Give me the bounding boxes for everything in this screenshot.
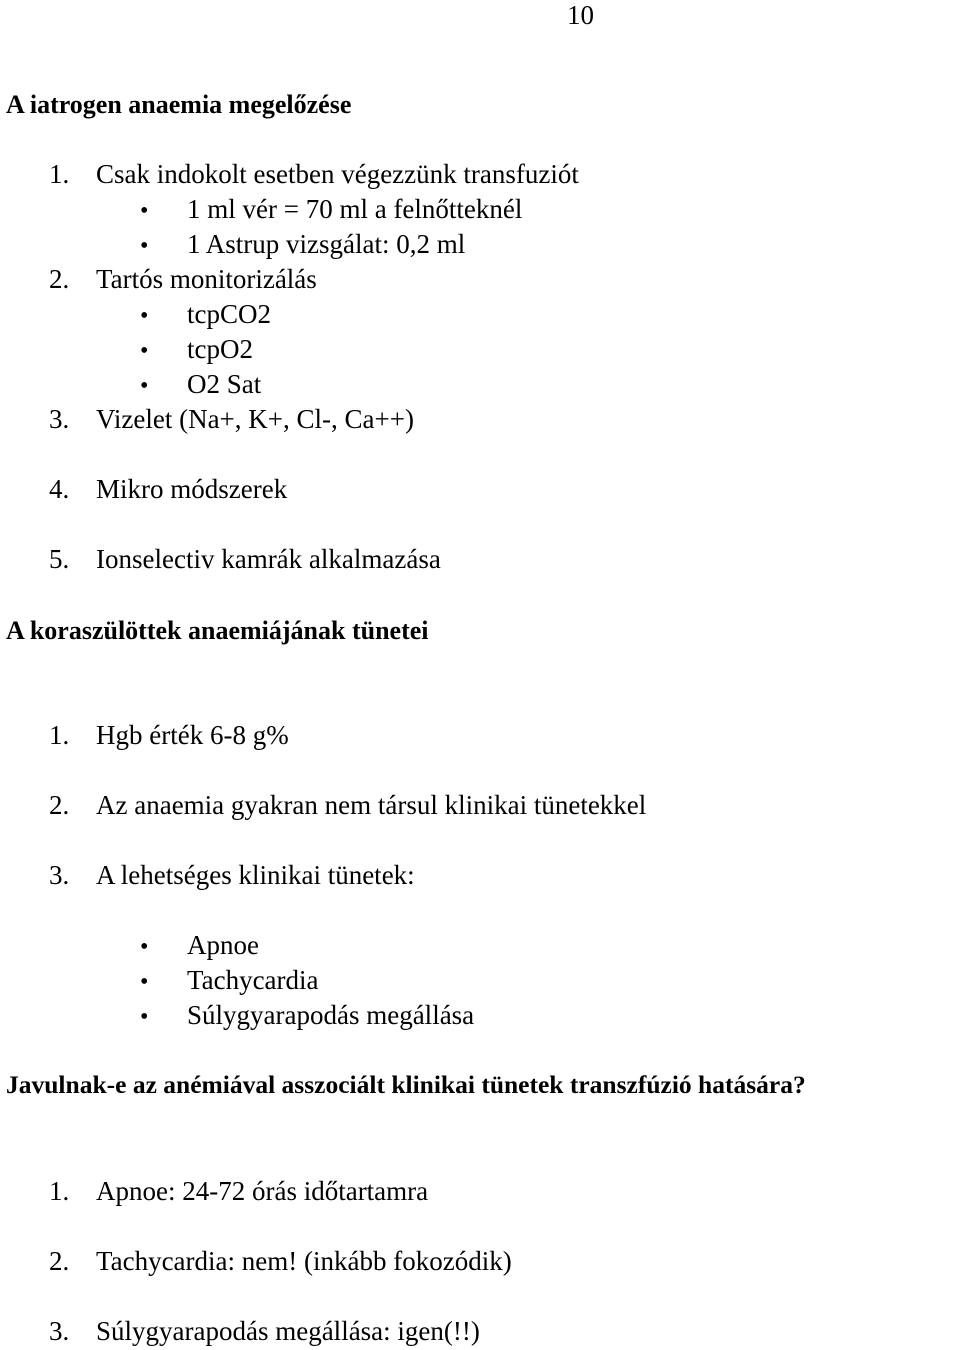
list-item-text: Apnoe: 24-72 órás időtartamra: [96, 1176, 429, 1206]
list-item-text: Hgb érték 6-8 g%: [96, 720, 289, 750]
list-item-text: Tartós monitorizálás: [96, 264, 317, 294]
bullet-item: [140, 297, 271, 333]
list-item-number: 2.: [49, 264, 70, 294]
list-item-text: Mikro módszerek: [96, 474, 288, 504]
bullet-item: [140, 192, 522, 228]
list-item: [49, 402, 414, 436]
list-item-number: 2.: [49, 1246, 70, 1276]
section-heading-iatrogen-anaemia: A iatrogen anaemia megelőzése: [6, 90, 352, 119]
list-item: [49, 1244, 512, 1278]
bullet-text: Súlygyarapodás megállása: [187, 1000, 475, 1030]
list-item: [49, 858, 415, 892]
list-item: [49, 1174, 428, 1208]
list-item: [49, 157, 579, 191]
bullet-icon: •: [140, 969, 149, 995]
list-item-text: Súlygyarapodás megállása: igen(!!): [96, 1316, 480, 1346]
bullet-text: O2 Sat: [187, 369, 262, 399]
bullet-item: [140, 963, 319, 999]
list-item-text: Ionselectiv kamrák alkalmazása: [96, 544, 441, 574]
list-item-number: 2.: [49, 790, 70, 820]
section-heading-preterm-anaemia-symptoms: A koraszülöttek anaemiájának tünetei: [6, 616, 429, 645]
list-item-number: 3.: [49, 404, 70, 434]
bullet-icon: •: [140, 233, 149, 259]
list-item-text: Az anaemia gyakran nem társul klinikai tünetekkel: [96, 790, 647, 820]
bullet-text: 1 ml vér = 70 ml a felnőtteknél: [187, 194, 523, 224]
bullet-icon: •: [140, 1004, 149, 1030]
bullet-icon: •: [140, 198, 149, 224]
list-item-text: Vizelet (Na+, K+, Cl-, Ca++): [96, 404, 414, 434]
bullet-icon: •: [140, 934, 149, 960]
list-item-text: A lehetséges klinikai tünetek:: [96, 860, 415, 890]
list-item-number: 1.: [49, 159, 70, 189]
list-item-number: 1.: [49, 1176, 70, 1206]
bullet-item: [140, 367, 261, 403]
list-item: [49, 472, 287, 506]
bullet-text: tcpO2: [187, 334, 253, 364]
bullet-icon: •: [140, 338, 149, 364]
bullet-text: Tachycardia: [187, 965, 319, 995]
list-item-text: Csak indokolt esetben végezzünk transfuziót: [96, 159, 579, 189]
list-item-number: 5.: [49, 544, 70, 574]
bullet-item: [140, 928, 259, 964]
bullet-text: 1 Astrup vizsgálat: 0,2 ml: [187, 229, 466, 259]
list-item: [49, 542, 441, 576]
list-item-number: 3.: [49, 1316, 70, 1346]
list-item: [49, 262, 317, 296]
list-item: [49, 1314, 480, 1348]
bullet-item: [140, 332, 253, 368]
bullet-text: tcpCO2: [187, 299, 271, 329]
bullet-icon: •: [140, 303, 149, 329]
bullet-item: [140, 227, 465, 263]
list-item: [49, 718, 289, 752]
bullet-item: [140, 998, 474, 1034]
section-heading-transfusion-effect: Javulnak-e az anémiával asszociált klinikai tünetek transzfúzió hatására?: [6, 1070, 806, 1099]
list-item-number: 1.: [49, 720, 70, 750]
list-item-number: 3.: [49, 860, 70, 890]
list-item-text: Tachycardia: nem! (inkább fokozódik): [96, 1246, 512, 1276]
list-item-number: 4.: [49, 474, 70, 504]
bullet-text: Apnoe: [187, 930, 259, 960]
bullet-icon: •: [140, 373, 149, 399]
list-item: [49, 788, 646, 822]
page-number: 10: [567, 0, 594, 30]
